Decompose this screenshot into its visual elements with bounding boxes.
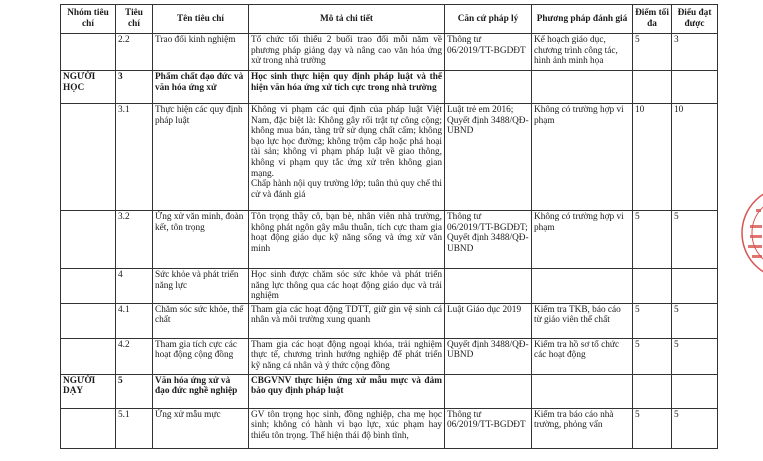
cell-achieved-score	[672, 374, 718, 408]
cell-max-score: 5	[633, 338, 672, 374]
cell-description	[249, 104, 445, 211]
cell-legal-basis	[445, 269, 532, 304]
cell-legal-basis: Quyết định 3488/QĐ-UBND	[445, 338, 532, 374]
cell-description: Tôn trọng thầy cô, bạn bè, nhân viên nhà trường, không phát ngôn gây mâu thuẫn, tích cực tham gia hoạt động giáo dục kỹ năng sống và ứng xử văn minh	[249, 211, 445, 269]
stamp-mark	[750, 235, 762, 238]
cell-name: Sức khỏe và phát triển năng lực	[153, 269, 249, 304]
cell-name: Ứng xử văn minh, đoàn kết, tôn trọng	[153, 211, 249, 269]
cell-group	[61, 34, 116, 71]
cell-achieved-score: 5	[672, 211, 718, 269]
cell-name: Trao đổi kinh nghiệm	[153, 34, 249, 71]
cell-max-score	[633, 71, 672, 104]
cell-max-score: 5	[633, 34, 672, 71]
cell-method: Kiểm tra báo cáo nhà trường, phỏng vấn	[532, 408, 633, 448]
header-description: Mô tả chi tiết	[249, 5, 445, 34]
table-row	[61, 269, 718, 304]
header-achieved-score: Điểu đạt được	[672, 5, 718, 34]
description-paragraph: Không vi phạm các qui định của pháp luật Việt Nam, đặc biệt là: Không gây rối trật tự công cộng; không mua bán, tàng trữ sử dụng chất cấm; không bạo lực học đường; không trộm cắp hoặc phá hoại tài sản; không vi phạm pháp luật về giao thông, không vi phạm quy tắc ứng xử trên không gian mạng.	[251, 105, 442, 179]
cell-no: 5.1	[116, 408, 153, 448]
cell-group	[61, 408, 116, 448]
stamp-inner-ring	[752, 197, 763, 269]
cell-legal-basis: Thông tư 06/2019/TT-BGDĐT	[445, 408, 532, 448]
cell-legal-basis: Thông tư 06/2019/TT-BGDĐT	[445, 34, 532, 71]
cell-group	[61, 104, 116, 211]
cell-name: Chăm sóc sức khỏe, thể chất	[153, 303, 249, 338]
cell-no: 3.1	[116, 104, 153, 211]
cell-max-score: 5	[633, 303, 672, 338]
stamp-mark	[750, 225, 762, 228]
cell-name: Phẩm chất đạo đức và văn hóa ứng xử	[153, 71, 249, 104]
table-row	[61, 338, 718, 374]
cell-max-score	[633, 374, 672, 408]
cell-description: Học sinh thực hiện quy định pháp luật và thể hiện văn hóa ứng xử tích cực trong nhà trường	[249, 71, 445, 104]
cell-legal-basis: Thông tư 06/2019/TT-BGDĐT; Quyết định 3488/QĐ-UBND	[445, 211, 532, 269]
header-max-score: Điểm tối đa	[633, 5, 672, 34]
stamp-mark	[756, 209, 761, 212]
cell-no: 4.2	[116, 338, 153, 374]
cell-description: GV tôn trọng học sinh, đồng nghiệp, cha mẹ học sinh; không có hành vi bạo lực, xúc phạm hay thiếu tôn trọng. Thể hiện thái độ bình tĩnh,	[249, 408, 445, 448]
cell-no: 4.1	[116, 303, 153, 338]
cell-max-score: 10	[633, 104, 672, 211]
table-row	[61, 303, 718, 338]
cell-group	[61, 303, 116, 338]
cell-legal-basis	[445, 71, 532, 104]
description-paragraph: Chấp hành nội quy trường lớp; tuân thủ quy chế thi cử và đánh giá	[251, 179, 442, 200]
cell-achieved-score: 10	[672, 104, 718, 211]
header-group: Nhóm tiêu chí	[61, 5, 116, 34]
table-row	[61, 374, 718, 408]
cell-name: Ứng xử mẫu mực	[153, 408, 249, 448]
cell-group	[61, 338, 116, 374]
cell-group: NGƯỜI DẠY	[61, 374, 116, 408]
table-row	[61, 71, 718, 104]
cell-method: Kế hoạch giáo dục, chương trình công tác, hình ảnh minh họa	[532, 34, 633, 71]
cell-group	[61, 269, 116, 304]
red-stamp-seal	[738, 183, 763, 283]
header-criterion-name: Tên tiêu chí	[153, 5, 249, 34]
cell-method	[532, 71, 633, 104]
cell-description: Tổ chức tối thiểu 2 buổi trao đổi mỗi năm về phương pháp giảng dạy và nâng cao văn hóa ứng xử trong nhà trường	[249, 34, 445, 71]
cell-achieved-score	[672, 71, 718, 104]
cell-achieved-score: 3	[672, 34, 718, 71]
cell-achieved-score: 5	[672, 408, 718, 448]
table-header-row	[61, 5, 718, 34]
header-legal-basis: Căn cứ pháp lý	[445, 5, 532, 34]
cell-max-score: 5	[633, 211, 672, 269]
cell-legal-basis	[445, 374, 532, 408]
cell-achieved-score: 5	[672, 338, 718, 374]
cell-legal-basis: Luật trẻ em 2016; Quyết định 3488/QĐ-UBND	[445, 104, 532, 211]
table-row	[61, 34, 718, 71]
cell-achieved-score: 5	[672, 303, 718, 338]
cell-method: Không có trường hợp vi phạm	[532, 104, 633, 211]
stamp-mark	[752, 255, 762, 258]
stamp-mark	[748, 245, 762, 248]
cell-method: Kiểm tra hồ sơ tổ chức các hoạt động	[532, 338, 633, 374]
cell-method: Kiểm tra TKB, báo cáo từ giáo viên thể chất	[532, 303, 633, 338]
table-row	[61, 211, 718, 269]
table-row	[61, 104, 718, 211]
cell-method	[532, 269, 633, 304]
header-criterion-no: Tiêu chí	[116, 5, 153, 34]
cell-max-score: 5	[633, 408, 672, 448]
cell-no: 2.2	[116, 34, 153, 71]
cell-legal-basis: Luật Giáo dục 2019	[445, 303, 532, 338]
cell-description: Tham gia các hoạt động TDTT, giữ gìn vệ sinh cá nhân và môi trường xung quanh	[249, 303, 445, 338]
cell-no: 3.2	[116, 211, 153, 269]
header-method: Phương pháp đánh giá	[532, 5, 633, 34]
cell-description: Tham gia các hoạt động ngoại khóa, trải nghiệm thực tế, chương trình hướng nghiệp để phát triển kỹ năng cá nhân và ý thức cộng đồng	[249, 338, 445, 374]
cell-name: Thực hiện các quy định pháp luật	[153, 104, 249, 211]
cell-method	[532, 374, 633, 408]
cell-group	[61, 211, 116, 269]
cell-description: CBGVNV thực hiện ứng xử mẫu mực và đảm bảo quy định pháp luật	[249, 374, 445, 408]
cell-no: 4	[116, 269, 153, 304]
cell-achieved-score	[672, 269, 718, 304]
cell-name: Tham gia tích cực các hoạt động cộng đồng	[153, 338, 249, 374]
cell-no: 5	[116, 374, 153, 408]
table-row	[61, 408, 718, 448]
cell-description: Học sinh được chăm sóc sức khỏe và phát triển năng lực thông qua các hoạt động giáo dục và trải nghiệm	[249, 269, 445, 304]
cell-group: NGƯỜI HỌC	[61, 71, 116, 104]
criteria-table	[60, 4, 718, 449]
cell-method: Không có trường hợp vi phạm	[532, 211, 633, 269]
cell-max-score	[633, 269, 672, 304]
cell-name: Văn hóa ứng xử và đạo đức nghề nghiệp	[153, 374, 249, 408]
cell-no: 3	[116, 71, 153, 104]
